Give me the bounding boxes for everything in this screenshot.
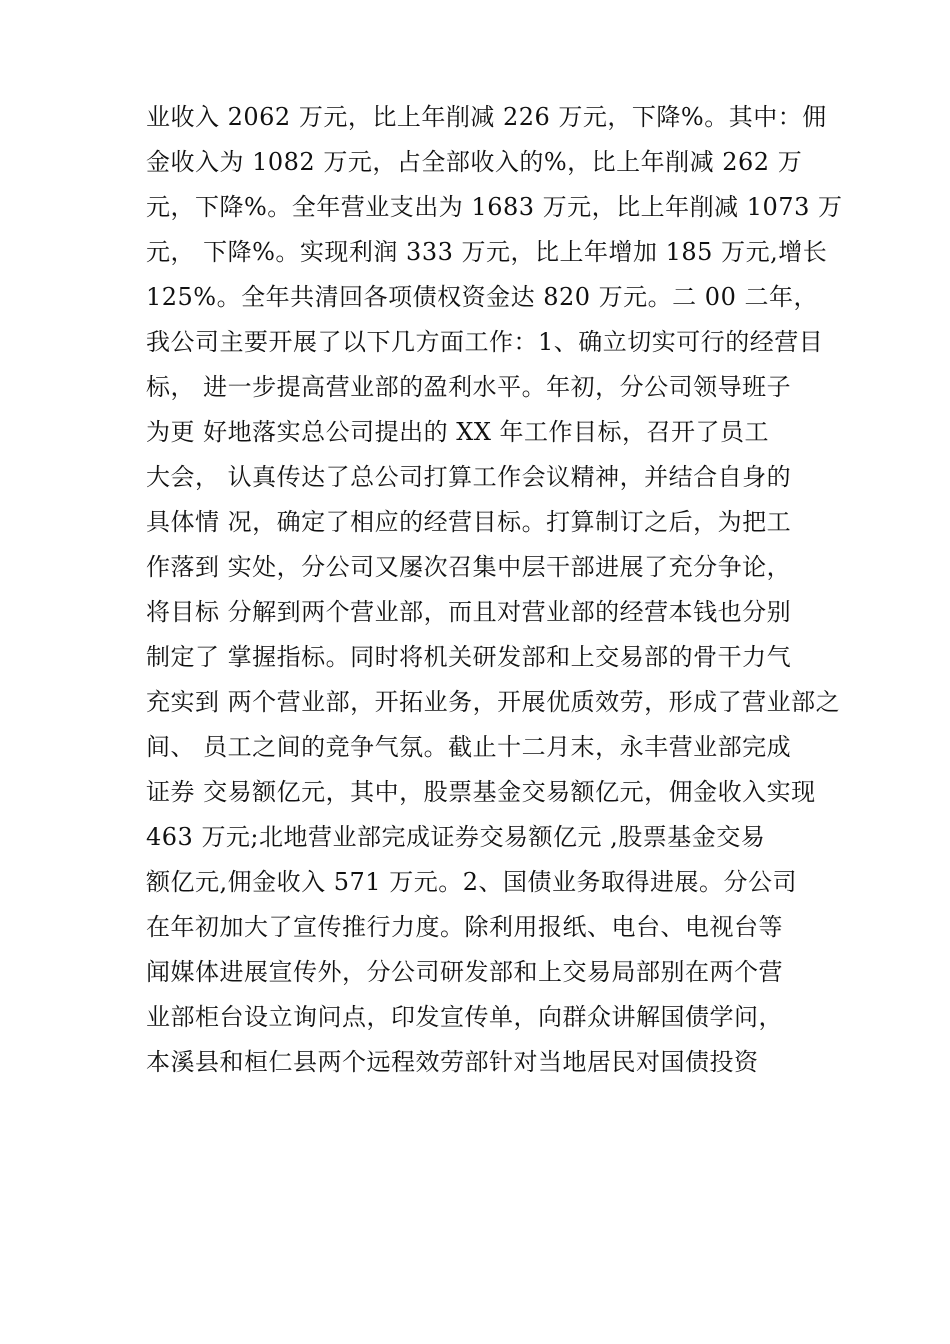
text-line: 充实到 两个营业部，开拓业务，开展优质效劳，形成了营业部之 — [146, 688, 841, 716]
text-line: 证券 交易额亿元，其中，股票基金交易额亿元，佣金收入实现 — [146, 778, 816, 806]
text-line: 元，下降%。全年营业支出为 1683 万元，比上年削减 1073 万 — [146, 193, 843, 221]
body-text — [146, 95, 843, 1085]
text-line: 125%。全年共清回各项债权资金达 820 万元。二 00 二年， — [146, 283, 818, 311]
text-line: 我公司主要开展了以下几方面工作：1、确立切实可行的经营目 — [146, 328, 824, 356]
text-line: 具体情 况，确定了相应的经营目标。打算制订之后，为把工 — [146, 508, 792, 536]
text-line: 标， 进一步提高营业部的盈利水平。年初，分公司领导班子 — [146, 373, 792, 401]
text-line: 闻媒体进展宣传外，分公司研发部和上交易局部别在两个营 — [146, 958, 783, 986]
text-line: 业部柜台设立询问点，印发宣传单，向群众讲解国债学问， — [146, 1003, 783, 1031]
text-line: 间、 员工之间的竞争气氛。截止十二月末，永丰营业部完成 — [146, 733, 792, 761]
text-line: 为更 好地落实总公司提出的 XX 年工作目标，召开了员工 — [146, 418, 770, 446]
text-line: 本溪县和桓仁县两个远程效劳部针对当地居民对国债投资 — [146, 1048, 759, 1076]
text-line: 制定了 掌握指标。同时将机关研发部和上交易部的骨干力气 — [146, 643, 792, 671]
text-line: 金收入为 1082 万元，占全部收入的%，比上年削减 262 万 — [146, 148, 803, 176]
text-line: 463 万元;北地营业部完成证券交易额亿元 ,股票基金交易 — [146, 823, 766, 851]
text-line: 业收入 2062 万元，比上年削减 226 万元，下降%。其中：佣 — [146, 103, 827, 131]
text-line: 元， 下降%。实现利润 333 万元，比上年增加 185 万元,增长 — [146, 238, 828, 266]
text-line: 在年初加大了宣传推行力度。除利用报纸、电台、电视台等 — [146, 913, 783, 941]
text-line: 大会， 认真传达了总公司打算工作会议精神，并结合自身的 — [146, 463, 792, 491]
text-line: 将目标 分解到两个营业部，而且对营业部的经营本钱也分别 — [146, 598, 792, 626]
text-line: 作落到 实处，分公司又屡次召集中层干部进展了充分争论， — [146, 553, 792, 581]
text-line: 额亿元,佣金收入 571 万元。2、国债业务取得进展。分公司 — [146, 868, 797, 896]
